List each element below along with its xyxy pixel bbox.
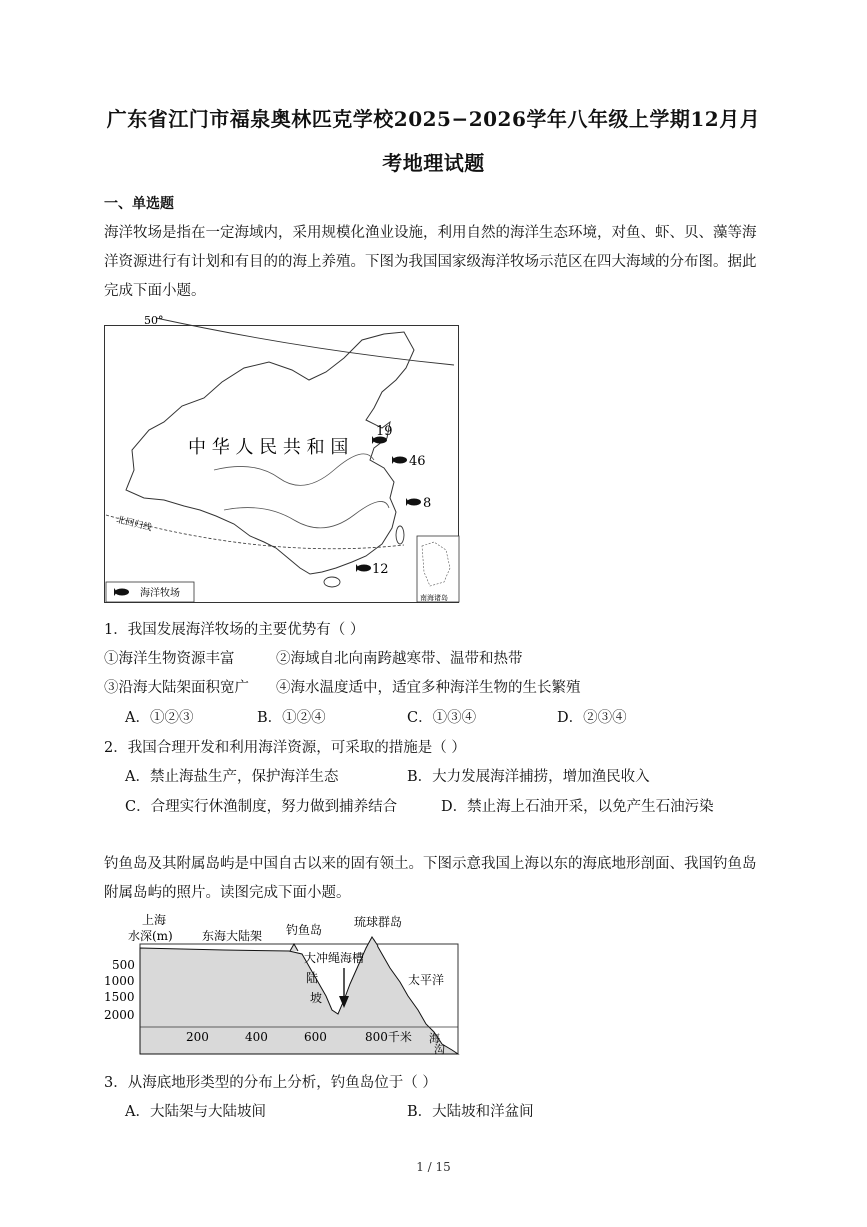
intro-paragraph-2: 钓鱼岛及其附属岛屿是中国自古以来的固有领土。下图示意我国上海以东的海底地形剖面、我国钓鱼岛附属岛屿的照片。读图完成下面小题。	[104, 856, 757, 901]
tropic-label: 北回归线	[115, 515, 153, 534]
count-yellow-sea: 46	[409, 454, 426, 469]
depth-tick-1500: 1500	[104, 990, 135, 1004]
q1-option-b[interactable]: B．①②④	[257, 710, 326, 726]
label-slope-1: 大	[304, 951, 317, 965]
q2-option-c[interactable]: C．合理实行休渔制度，努力做到捕养结合	[125, 799, 398, 815]
q1-stem: 1．我国发展海洋牧场的主要优势有（ ）	[104, 622, 365, 638]
country-label: 中 华 人 民 共 和 国	[188, 437, 349, 458]
x-tick-600: 600	[304, 1030, 327, 1044]
legend-label: 海洋牧场	[140, 588, 180, 599]
q1-statement-1: ①海洋生物资源丰富	[104, 651, 235, 667]
page-title-line1: 广东省江门市福泉奥林匹克学校2025−2026学年八年级上学期12月月	[106, 107, 761, 131]
q3-option-a[interactable]: A．大陆架与大陆坡间	[125, 1104, 266, 1120]
q1-statement-3: ③沿海大陆架面积宽广	[104, 680, 249, 696]
depth-tick-1000: 1000	[104, 974, 135, 988]
count-east-sea: 8	[423, 496, 432, 511]
label-ryukyu: 琉球群岛	[354, 915, 403, 929]
section-heading: 一、单选题	[104, 196, 174, 212]
label-pacific: 太平洋	[408, 973, 445, 987]
page-title-line2: 考地理试题	[382, 151, 485, 175]
inset-label: 南海诸岛	[420, 594, 448, 602]
depth-tick-500: 500	[112, 958, 135, 972]
q3-option-b[interactable]: B．大陆坡和洋盆间	[407, 1104, 534, 1120]
q1-statement-2: ②海域自北向南跨越寒带、温带和热带	[276, 651, 523, 667]
q1-option-d[interactable]: D．②③④	[557, 710, 627, 726]
q3-stem: 3．从海底地形类型的分布上分析，钓鱼岛位于（ ）	[104, 1075, 437, 1091]
q2-option-b[interactable]: B．大力发展海洋捕捞，增加渔民收入	[407, 769, 650, 785]
x-tick-400: 400	[245, 1030, 268, 1044]
label-shelf: 东海大陆架	[202, 929, 263, 943]
q2-option-a[interactable]: A．禁止海盐生产，保护海洋生态	[125, 769, 339, 785]
q1-statement-4: ④海水温度适中，适宜多种海洋生物的生长繁殖	[276, 680, 581, 696]
q2-option-d[interactable]: D．禁止海上石油开采，以免产生石油污染	[441, 799, 714, 815]
label-trough: 冲绳海槽	[316, 951, 365, 965]
q1-option-a[interactable]: A．①②③	[125, 710, 194, 726]
x-tick-800: 800千米	[365, 1030, 412, 1044]
label-slope-2: 陆	[306, 971, 319, 985]
q2-stem: 2．我国合理开发和利用海洋资源，可采取的措施是（ ）	[104, 740, 466, 756]
label-slope-3: 坡	[310, 991, 323, 1005]
count-bohai: 19	[376, 424, 393, 439]
depth-tick-2000: 2000	[104, 1008, 135, 1022]
seafloor-profile	[104, 910, 464, 1060]
page-number: 1 / 15	[416, 1160, 451, 1174]
ocean-ranch-map	[104, 310, 460, 604]
label-trench-1: 海	[429, 1032, 440, 1045]
intro-paragraph-1: 海洋牧场是指在一定海域内，采用规模化渔业设施，利用自然的海洋生态环境，对鱼、虾、贝、藻等海洋资源进行有计划和有目的的海上养殖。下图为我国国家级海洋牧场示范区在四大海域的分布图。据此完成下面小题。	[104, 225, 757, 299]
q1-option-c[interactable]: C．①③④	[407, 710, 477, 726]
label-depth: 水深(m)	[128, 929, 173, 943]
label-diaoyu: 钓鱼岛	[286, 923, 323, 937]
label-shanghai: 上海	[142, 913, 167, 927]
x-tick-200: 200	[186, 1030, 209, 1044]
label-trench-2: 沟	[434, 1043, 445, 1056]
count-south-sea: 12	[372, 562, 389, 577]
latitude-label: 50°	[144, 314, 164, 327]
